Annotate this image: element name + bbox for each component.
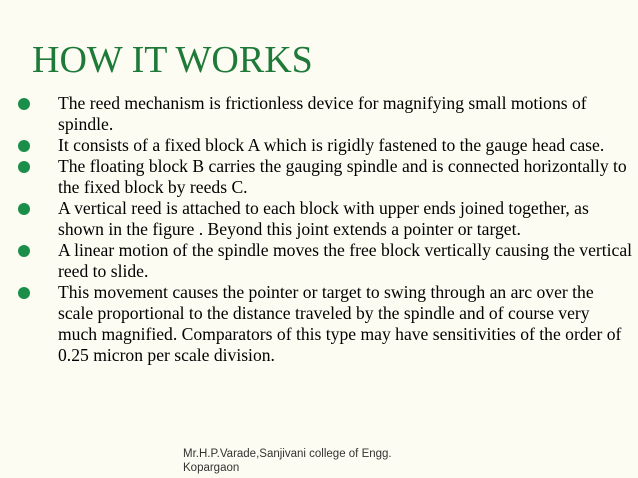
slide-footer: [183, 447, 392, 475]
bullet-text: A linear motion of the spindle moves the free block vertically causing the vertical reed to slide.: [58, 240, 633, 281]
bullet-item: [8, 198, 633, 240]
footer-author: Mr.H.P.Varade,Sanjivani college of Engg.: [183, 448, 392, 460]
bullet-text: It consists of a fixed block A which is rigidly fastened to the gauge head case.: [58, 135, 605, 155]
footer-location: Kopargaon: [183, 462, 240, 474]
bullet-dot-icon: [18, 203, 30, 215]
bullet-item: [8, 240, 633, 282]
bullet-dot-icon: [18, 140, 30, 152]
bullet-list: [8, 93, 633, 366]
bullet-text: The floating block B carries the gauging spindle and is connected horizontally to the fixed block by reeds C.: [58, 156, 627, 197]
bullet-dot-icon: [18, 245, 30, 257]
bullet-dot-icon: [18, 287, 30, 299]
bullet-text: A vertical reed is attached to each block with upper ends joined together, as shown in the figure . Beyond this joint extends a pointer or target.: [58, 198, 589, 239]
bullet-item: [8, 282, 633, 366]
bullet-dot-icon: [18, 161, 30, 173]
bullet-dot-icon: [18, 98, 30, 110]
bullet-text: The reed mechanism is frictionless device for magnifying small motions of spindle.: [58, 93, 587, 134]
bullet-item: [8, 93, 633, 135]
bullet-item: [8, 135, 633, 156]
bullet-item: [8, 156, 633, 198]
bullet-text: This movement causes the pointer or target to swing through an arc over the scale proportional to the distance traveled by the spindle and of course very much magnified. Comparators of this type may have sensitivities of the order of 0.25 micron per scale division.: [58, 282, 622, 365]
slide-title: HOW IT WORKS: [32, 39, 313, 81]
